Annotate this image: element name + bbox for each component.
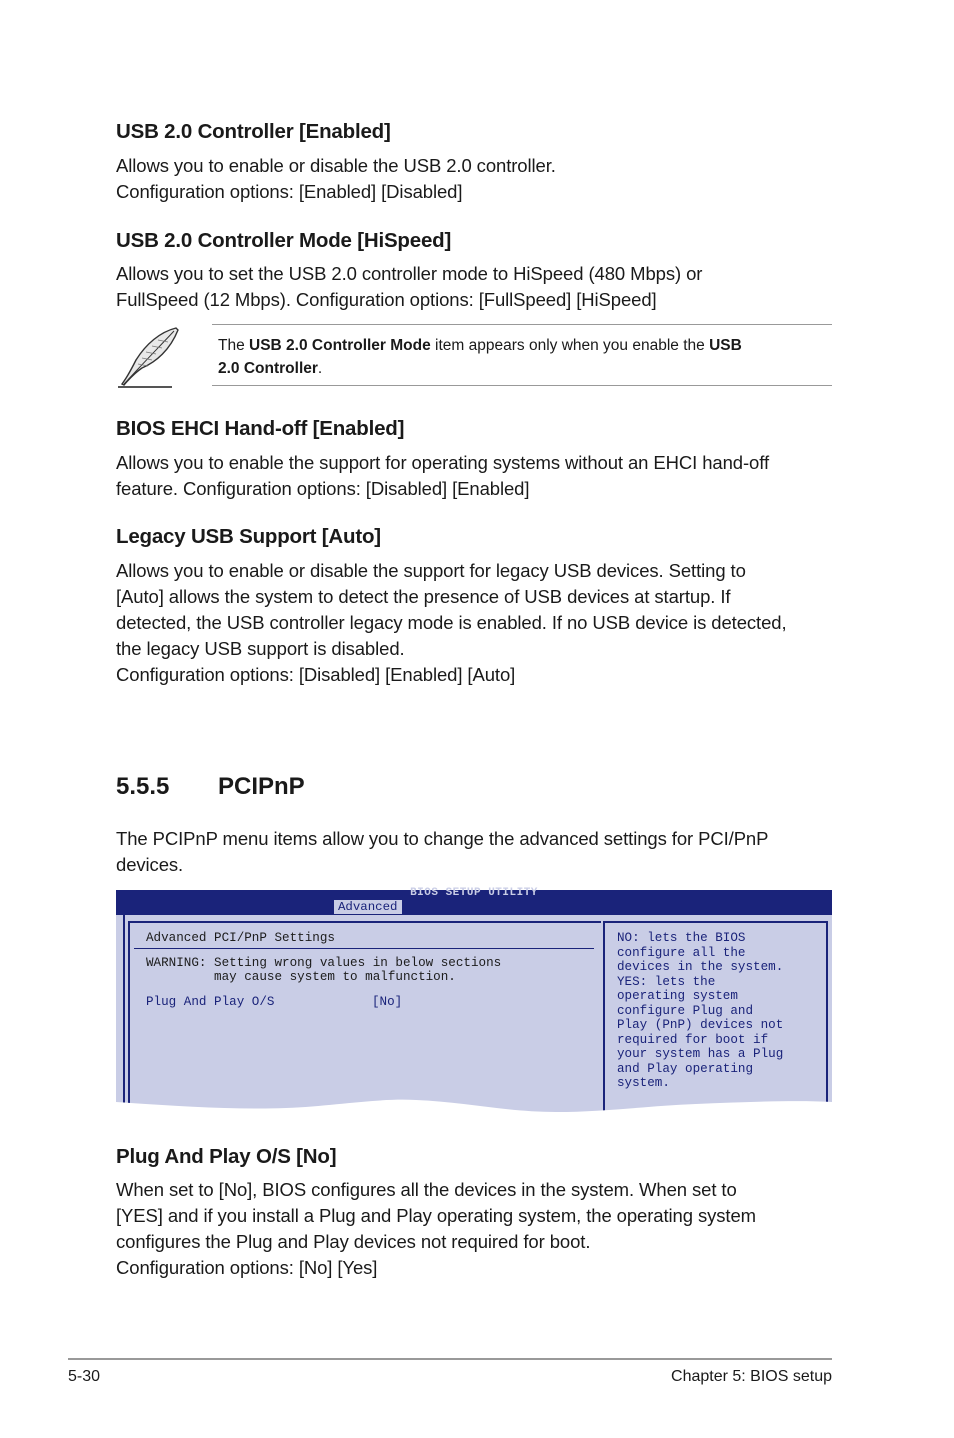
text-line: FullSpeed (12 Mbps). Configuration options: [FullSpeed] [HiSpeed] [116, 289, 657, 310]
bios-help-panel [603, 921, 828, 1111]
text-line: detected, the USB controller legacy mode is enabled. If no USB device is detected, [116, 612, 787, 633]
chapter-label: Chapter 5: BIOS setup [671, 1368, 832, 1385]
note-bold-item: USB [709, 337, 742, 354]
bios-settings-panel [128, 921, 601, 1111]
desc-plug-and-play [116, 1177, 832, 1281]
feather-pen-icon [116, 322, 186, 390]
footer-rule [68, 1358, 832, 1360]
bios-panel-heading: Advanced PCI/PnP Settings [146, 931, 335, 945]
heading-usb-controller-mode: USB 2.0 Controller Mode [HiSpeed] [116, 229, 452, 252]
text-line: [Auto] allows the system to detect the presence of USB devices at startup. If [116, 586, 731, 607]
heading-ehci-handoff: BIOS EHCI Hand-off [Enabled] [116, 417, 405, 440]
bios-tab-advanced[interactable]: Advanced [334, 900, 402, 914]
bios-help-text: NO: lets the BIOS configure all the devices in the system. YES: lets the operating system configure Plug and Play (PnP) devices not required for boot if your system has a Plug and Play operating system. [617, 931, 784, 1090]
heading-usb-controller: USB 2.0 Controller [Enabled] [116, 120, 391, 143]
text-line: Configuration options: [Enabled] [Disabled] [116, 181, 463, 202]
bios-item-plug-and-play-value[interactable]: [No] [372, 995, 403, 1009]
note-bold-item: USB 2.0 Controller Mode [249, 337, 431, 354]
bios-header-bar [116, 887, 832, 915]
text-line: Configuration options: [Disabled] [Enabled] [Auto] [116, 664, 516, 685]
heading-legacy-usb: Legacy USB Support [Auto] [116, 525, 381, 548]
desc-pcipnp [116, 826, 832, 878]
text-line: the legacy USB support is disabled. [116, 638, 405, 659]
text-line: When set to [No], BIOS configures all the devices in the system. When set to [116, 1179, 737, 1200]
section-title-pcipnp [116, 773, 305, 801]
torn-edge [116, 1086, 832, 1126]
text-line: Allows you to set the USB 2.0 controller mode to HiSpeed (480 Mbps) or [116, 263, 703, 284]
note-text: item appears only when you enable the [430, 337, 710, 354]
bios-divider [134, 948, 594, 949]
text-line: [YES] and if you install a Plug and Play operating system, the operating system [116, 1205, 756, 1226]
bios-warning-line: WARNING: Setting wrong values in below sections [146, 956, 502, 970]
text-line: devices. [116, 854, 184, 875]
desc-usb-controller-mode [116, 261, 832, 313]
desc-usb-controller [116, 153, 832, 205]
note-box [212, 324, 832, 386]
text-line: Configuration options: [No] [Yes] [116, 1257, 378, 1278]
page-number: 5-30 [68, 1368, 101, 1385]
section-name: PCIPnP [218, 773, 305, 800]
bios-frame [116, 915, 125, 1105]
bios-title: BIOS SETUP UTILITY [410, 887, 538, 899]
note-text: The [218, 337, 250, 354]
text-line: feature. Configuration options: [Disabled] [Enabled] [116, 478, 530, 499]
text-line: The PCIPnP menu items allow you to change the advanced settings for PCI/PnP [116, 828, 769, 849]
bios-screenshot [116, 887, 832, 1116]
heading-plug-and-play: Plug And Play O/S [No] [116, 1145, 337, 1168]
section-number: 5.5.5 [116, 773, 170, 800]
text-line: Allows you to enable the support for operating systems without an EHCI hand-off [116, 452, 769, 473]
bios-warning-line: may cause system to malfunction. [146, 970, 456, 984]
note-bold-item: 2.0 Controller [218, 360, 318, 377]
text-line: configures the Plug and Play devices not required for boot. [116, 1231, 591, 1252]
text-line: Allows you to enable or disable the USB 2.0 controller. [116, 155, 556, 176]
text-line: Allows you to enable or disable the support for legacy USB devices. Setting to [116, 560, 746, 581]
note-text: . [317, 360, 323, 377]
bios-item-plug-and-play-label[interactable]: Plug And Play O/S [146, 995, 275, 1009]
desc-ehci-handoff [116, 450, 832, 502]
desc-legacy-usb [116, 558, 832, 688]
